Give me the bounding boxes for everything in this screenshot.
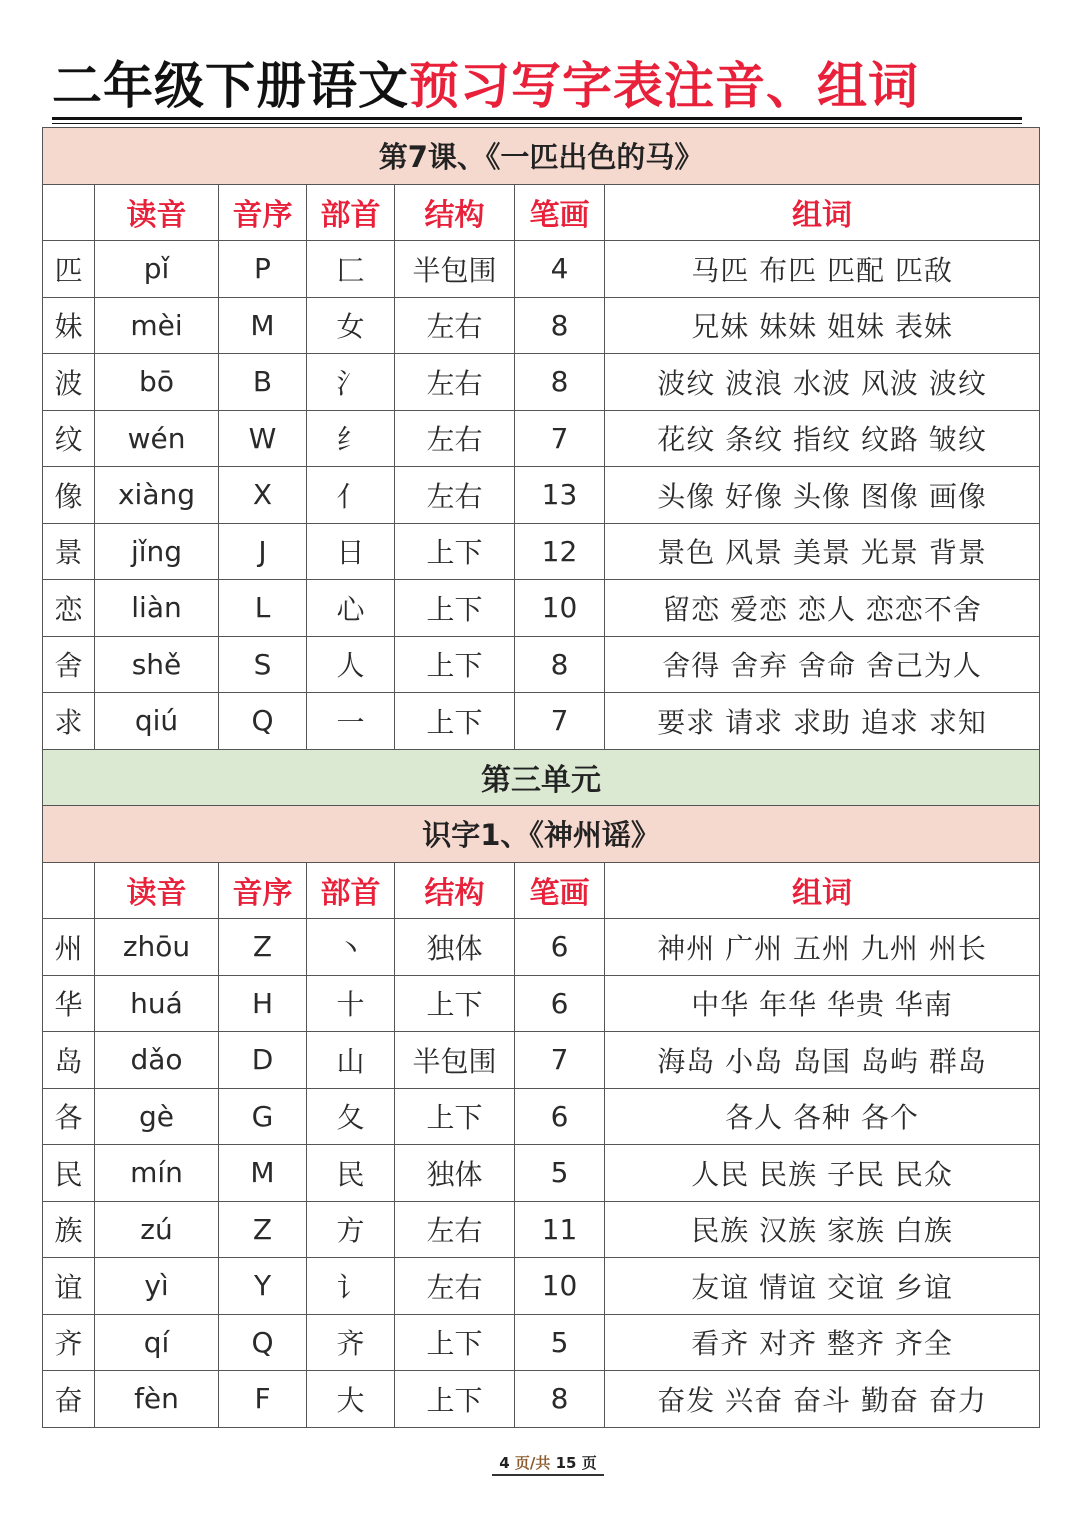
letter-cell: H <box>219 975 307 1032</box>
radical-cell: 匚 <box>307 241 395 298</box>
table-row <box>43 354 1040 411</box>
letter-cell: Q <box>219 693 307 750</box>
letter-cell: S <box>219 636 307 693</box>
header-radical: 部首 <box>307 184 395 241</box>
radical-cell: 氵 <box>307 354 395 411</box>
words-cell: 舍得 舍弃 舍命 舍己为人 <box>605 636 1040 693</box>
words-cell: 各人 各种 各个 <box>605 1088 1040 1145</box>
structure-cell: 上下 <box>395 1314 515 1371</box>
letter-cell: J <box>219 523 307 580</box>
lesson-title-row <box>43 806 1040 863</box>
character-cell: 恋 <box>43 580 95 637</box>
current-page: 4 <box>499 1454 510 1472</box>
structure-cell: 左右 <box>395 410 515 467</box>
header-blank <box>43 184 95 241</box>
letter-cell: W <box>219 410 307 467</box>
header-row <box>43 184 1040 241</box>
page-suffix: 页 <box>581 1454 597 1472</box>
table-row <box>43 580 1040 637</box>
words-cell: 奋发 兴奋 奋斗 勤奋 奋力 <box>605 1371 1040 1428</box>
lesson-title: 识字1、《神州谣》 <box>43 806 1040 863</box>
structure-cell: 左右 <box>395 1258 515 1315</box>
structure-cell: 独体 <box>395 1145 515 1202</box>
structure-cell: 上下 <box>395 636 515 693</box>
header-reading: 读音 <box>95 862 219 919</box>
letter-cell: D <box>219 1032 307 1089</box>
pinyin-cell: pǐ <box>95 241 219 298</box>
radical-cell: 夂 <box>307 1088 395 1145</box>
table-row <box>43 1201 1040 1258</box>
character-cell: 匹 <box>43 241 95 298</box>
page-title <box>52 55 919 117</box>
header-order: 音序 <box>219 862 307 919</box>
pinyin-cell: fèn <box>95 1371 219 1428</box>
structure-cell: 半包围 <box>395 1032 515 1089</box>
character-cell: 景 <box>43 523 95 580</box>
character-cell: 纹 <box>43 410 95 467</box>
radical-cell: 民 <box>307 1145 395 1202</box>
table-row <box>43 1145 1040 1202</box>
table-row <box>43 975 1040 1032</box>
page-indicator <box>492 1452 604 1476</box>
pinyin-cell: bō <box>95 354 219 411</box>
table-row <box>43 1258 1040 1315</box>
header-row <box>43 862 1040 919</box>
table-row <box>43 241 1040 298</box>
pinyin-cell: zú <box>95 1201 219 1258</box>
letter-cell: Y <box>219 1258 307 1315</box>
table-row <box>43 297 1040 354</box>
words-cell: 人民 民族 子民 民众 <box>605 1145 1040 1202</box>
table-row <box>43 919 1040 976</box>
strokes-cell: 6 <box>515 919 605 976</box>
header-structure: 结构 <box>395 862 515 919</box>
letter-cell: Z <box>219 919 307 976</box>
pinyin-cell: huá <box>95 975 219 1032</box>
pinyin-cell: shě <box>95 636 219 693</box>
letter-cell: L <box>219 580 307 637</box>
radical-cell: 讠 <box>307 1258 395 1315</box>
character-cell: 各 <box>43 1088 95 1145</box>
strokes-cell: 8 <box>515 297 605 354</box>
radical-cell: 心 <box>307 580 395 637</box>
character-cell: 齐 <box>43 1314 95 1371</box>
strokes-cell: 5 <box>515 1145 605 1202</box>
pinyin-cell: zhōu <box>95 919 219 976</box>
pinyin-cell: wén <box>95 410 219 467</box>
strokes-cell: 4 <box>515 241 605 298</box>
header-words: 组词 <box>605 184 1040 241</box>
structure-cell: 半包围 <box>395 241 515 298</box>
strokes-cell: 7 <box>515 693 605 750</box>
structure-cell: 左右 <box>395 297 515 354</box>
words-cell: 中华 年华 华贵 华南 <box>605 975 1040 1032</box>
unit-title: 第三单元 <box>43 749 1040 806</box>
header-strokes: 笔画 <box>515 862 605 919</box>
radical-cell: 山 <box>307 1032 395 1089</box>
words-cell: 民族 汉族 家族 白族 <box>605 1201 1040 1258</box>
structure-cell: 上下 <box>395 693 515 750</box>
structure-cell: 上下 <box>395 1371 515 1428</box>
letter-cell: M <box>219 297 307 354</box>
radical-cell: 日 <box>307 523 395 580</box>
words-cell: 兄妹 妹妹 姐妹 表妹 <box>605 297 1040 354</box>
letter-cell: M <box>219 1145 307 1202</box>
lesson-title-row <box>43 128 1040 185</box>
pinyin-cell: jǐng <box>95 523 219 580</box>
page-label: 页/共 <box>514 1454 551 1472</box>
radical-cell: 一 <box>307 693 395 750</box>
character-cell: 谊 <box>43 1258 95 1315</box>
header-blank <box>43 862 95 919</box>
table-row <box>43 1032 1040 1089</box>
character-cell: 民 <box>43 1145 95 1202</box>
table-row <box>43 467 1040 524</box>
table-row <box>43 693 1040 750</box>
structure-cell: 左右 <box>395 467 515 524</box>
strokes-cell: 11 <box>515 1201 605 1258</box>
pinyin-cell: qí <box>95 1314 219 1371</box>
strokes-cell: 13 <box>515 467 605 524</box>
pinyin-cell: qiú <box>95 693 219 750</box>
pinyin-cell: liàn <box>95 580 219 637</box>
character-cell: 求 <box>43 693 95 750</box>
structure-cell: 独体 <box>395 919 515 976</box>
letter-cell: X <box>219 467 307 524</box>
words-cell: 友谊 情谊 交谊 乡谊 <box>605 1258 1040 1315</box>
strokes-cell: 6 <box>515 1088 605 1145</box>
character-cell: 像 <box>43 467 95 524</box>
strokes-cell: 8 <box>515 354 605 411</box>
structure-cell: 上下 <box>395 580 515 637</box>
character-cell: 岛 <box>43 1032 95 1089</box>
radical-cell: 方 <box>307 1201 395 1258</box>
header-order: 音序 <box>219 184 307 241</box>
strokes-cell: 8 <box>515 636 605 693</box>
words-cell: 头像 好像 头像 图像 画像 <box>605 467 1040 524</box>
header-reading: 读音 <box>95 184 219 241</box>
character-cell: 族 <box>43 1201 95 1258</box>
total-pages: 15 <box>555 1454 577 1472</box>
character-cell: 波 <box>43 354 95 411</box>
character-cell: 奋 <box>43 1371 95 1428</box>
table-row <box>43 410 1040 467</box>
character-cell: 妹 <box>43 297 95 354</box>
words-cell: 景色 风景 美景 光景 背景 <box>605 523 1040 580</box>
words-cell: 海岛 小岛 岛国 岛屿 群岛 <box>605 1032 1040 1089</box>
structure-cell: 上下 <box>395 975 515 1032</box>
words-cell: 花纹 条纹 指纹 纹路 皱纹 <box>605 410 1040 467</box>
table-row <box>43 1371 1040 1428</box>
letter-cell: G <box>219 1088 307 1145</box>
words-cell: 留恋 爱恋 恋人 恋恋不舍 <box>605 580 1040 637</box>
table-row <box>43 523 1040 580</box>
letter-cell: Z <box>219 1201 307 1258</box>
strokes-cell: 10 <box>515 580 605 637</box>
table-row <box>43 1088 1040 1145</box>
title-underline-thick <box>52 117 1022 120</box>
strokes-cell: 6 <box>515 975 605 1032</box>
letter-cell: Q <box>219 1314 307 1371</box>
letter-cell: B <box>219 354 307 411</box>
strokes-cell: 8 <box>515 1371 605 1428</box>
character-cell: 舍 <box>43 636 95 693</box>
radical-cell: 大 <box>307 1371 395 1428</box>
strokes-cell: 7 <box>515 410 605 467</box>
unit-title-row <box>43 749 1040 806</box>
structure-cell: 左右 <box>395 354 515 411</box>
words-cell: 神州 广州 五州 九州 州长 <box>605 919 1040 976</box>
pinyin-cell: gè <box>95 1088 219 1145</box>
table-row <box>43 636 1040 693</box>
radical-cell: 人 <box>307 636 395 693</box>
strokes-cell: 5 <box>515 1314 605 1371</box>
radical-cell: 女 <box>307 297 395 354</box>
character-cell: 州 <box>43 919 95 976</box>
words-cell: 看齐 对齐 整齐 齐全 <box>605 1314 1040 1371</box>
structure-cell: 左右 <box>395 1201 515 1258</box>
words-cell: 马匹 布匹 匹配 匹敌 <box>605 241 1040 298</box>
strokes-cell: 7 <box>515 1032 605 1089</box>
radical-cell: 十 <box>307 975 395 1032</box>
radical-cell: 纟 <box>307 410 395 467</box>
title-main: 二年级下册语文 <box>52 57 409 115</box>
character-cell: 华 <box>43 975 95 1032</box>
words-cell: 波纹 波浪 水波 风波 波纹 <box>605 354 1040 411</box>
words-cell: 要求 请求 求助 追求 求知 <box>605 693 1040 750</box>
letter-cell: P <box>219 241 307 298</box>
character-table <box>42 127 1040 1428</box>
header-strokes: 笔画 <box>515 184 605 241</box>
radical-cell: 齐 <box>307 1314 395 1371</box>
header-words: 组词 <box>605 862 1040 919</box>
pinyin-cell: xiàng <box>95 467 219 524</box>
pinyin-cell: yì <box>95 1258 219 1315</box>
radical-cell: 丶 <box>307 919 395 976</box>
header-structure: 结构 <box>395 184 515 241</box>
radical-cell: 亻 <box>307 467 395 524</box>
title-underline-thin <box>52 123 1022 124</box>
structure-cell: 上下 <box>395 523 515 580</box>
strokes-cell: 10 <box>515 1258 605 1315</box>
letter-cell: F <box>219 1371 307 1428</box>
pinyin-cell: mèi <box>95 297 219 354</box>
structure-cell: 上下 <box>395 1088 515 1145</box>
lesson-title: 第7课、《一匹出色的马》 <box>43 128 1040 185</box>
strokes-cell: 12 <box>515 523 605 580</box>
header-radical: 部首 <box>307 862 395 919</box>
pinyin-cell: mín <box>95 1145 219 1202</box>
table-row <box>43 1314 1040 1371</box>
pinyin-cell: dǎo <box>95 1032 219 1089</box>
title-highlight: 预习写字表注音、组词 <box>409 57 919 115</box>
